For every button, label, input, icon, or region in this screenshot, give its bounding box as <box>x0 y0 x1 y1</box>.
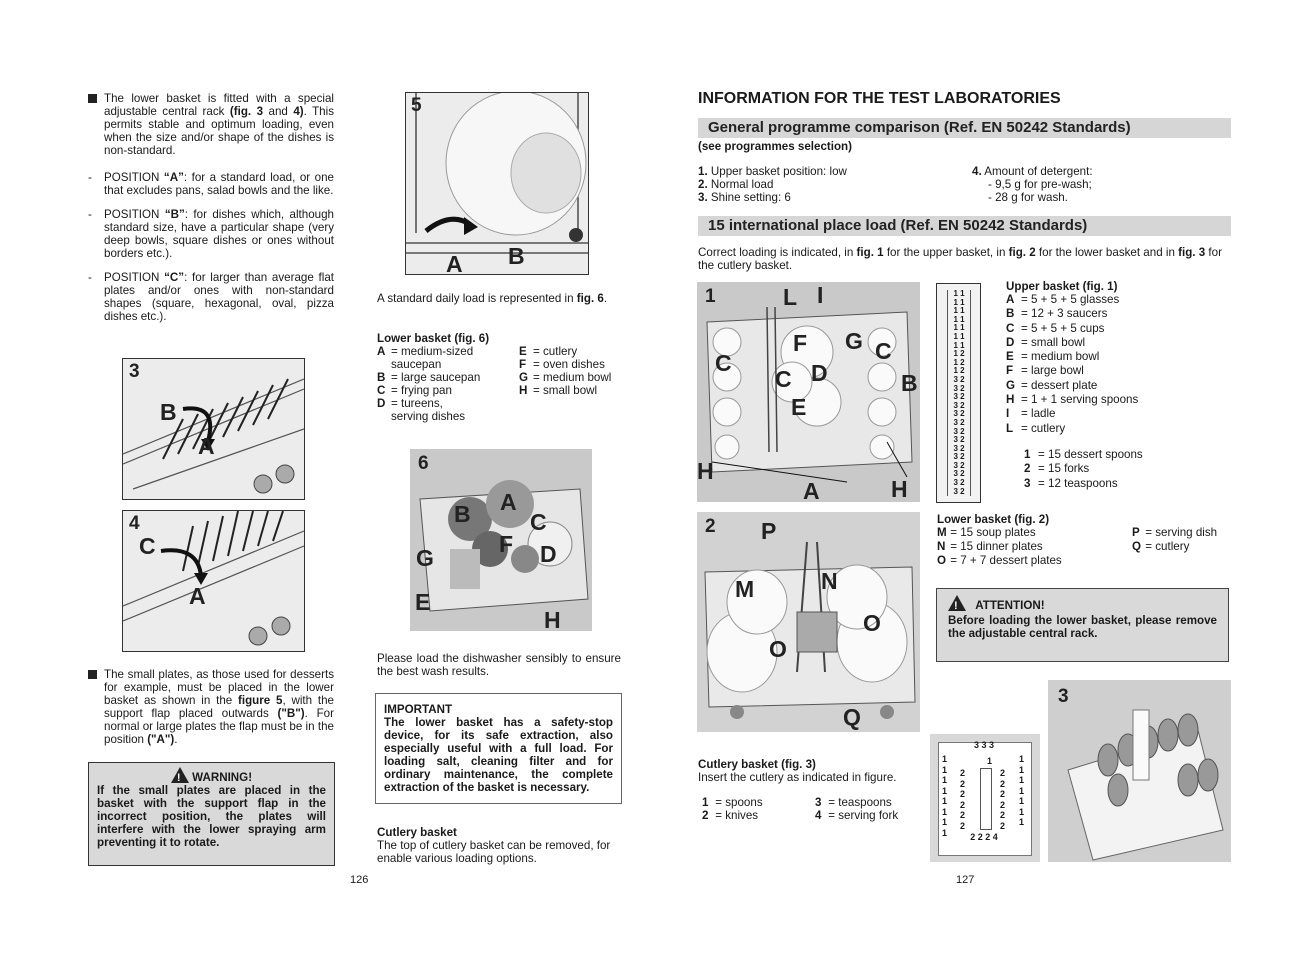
legend-items <box>1006 293 1236 436</box>
grid-cell: 1 <box>942 754 948 764</box>
important-body: The lower basket has a safety-stop device, for its safe extraction, also especially useful with a full load. For loading salt, cleaning filter and for ordinary maintenance, the complete extraction of the basket is necessary. <box>384 716 613 794</box>
grid-col-2 <box>960 768 965 831</box>
cutlery-rack-strip <box>936 283 981 503</box>
rack-strip-row: 3 2 <box>953 486 965 496</box>
lower-basket-fig2-legend <box>937 513 1237 568</box>
rack-illustration <box>123 511 304 651</box>
legend-item: B = 12 + 3 saucers <box>1006 307 1108 321</box>
figure-label-g: G <box>845 328 863 354</box>
grid-bottom-numbers: 2 2 2 4 <box>970 832 998 842</box>
legend-left-col: A = medium-sized saucepan B = large saucepan C = frying pan D = tureens, serving dishes <box>377 345 481 423</box>
legend-item: C = 5 + 5 + 5 cups <box>1006 321 1105 335</box>
grid-cell: 1 <box>942 827 948 838</box>
rack-strip-row: 1 1 <box>953 297 965 307</box>
bullet-text: The lower basket is fitted with a special adjustable central rack (fig. 3 and 4). This permits stable and optimum loading, even when the size and/or shape of the dishes is non-standard. <box>104 92 334 157</box>
legend-numbered-item: 3 = 12 teaspoons <box>1024 476 1118 490</box>
bullet-adjustable-rack <box>88 92 334 157</box>
figure-label-d: D <box>811 360 828 386</box>
rack-strip-row: 1 1 <box>953 331 965 341</box>
rack-strip-row: 3 2 <box>953 426 965 436</box>
figure-label-c-right: C <box>875 338 892 364</box>
figure-label-h: H <box>544 607 561 631</box>
detergent-amount: 4. Amount of detergent: - 9,5 g for pre-wash; - 28 g for wash. <box>972 165 1093 204</box>
legend-numbered-item: 2 = 15 forks <box>1024 462 1090 476</box>
rack-strip-row: 3 2 <box>953 409 965 419</box>
figure-6-standard-load <box>410 449 592 631</box>
grid-cell: 1 <box>1019 754 1025 764</box>
figure-label-a: A <box>198 433 215 459</box>
legend-item: E = medium bowl <box>1006 350 1100 364</box>
legend-left-col: M = 15 soup plates N = 15 dinner plates O = 7 + 7 dessert plates <box>937 526 1062 567</box>
rack-strip-row: 1 1 <box>953 314 965 324</box>
figure-label-c-left: C <box>715 350 732 376</box>
grid-cell: 1 <box>942 785 948 796</box>
rack-strip-row: 3 2 <box>953 392 965 402</box>
figure-label-f: F <box>499 531 514 557</box>
lower-basket-illustration <box>697 512 920 732</box>
grid-cell: 1 <box>942 796 948 806</box>
grid-cell: 2 <box>960 778 966 789</box>
figure-label-a: A <box>500 489 517 515</box>
cutlery-basket-instruction: Insert the cutlery as indicated in figure. <box>698 771 897 784</box>
rack-strip-row: 1 2 <box>953 357 965 367</box>
legend-right-col: P = serving dish Q = cutlery <box>1132 526 1218 553</box>
warning-triangle-icon <box>948 595 966 611</box>
grid-cell: 1 <box>1019 775 1025 785</box>
test-settings-list: 1. Upper basket position: low 2. Normal load 3. Shine setting: 6 <box>698 165 847 204</box>
lower-basket-fig6-legend <box>377 332 627 423</box>
grid-cell: 2 <box>1000 768 1006 778</box>
rack-strip-row: 3 2 <box>953 460 965 470</box>
figure-3-cutlery-basket <box>1048 680 1231 862</box>
attention-body: Before loading the lower basket, please remove the adjustable central rack. <box>948 614 1217 640</box>
position-list <box>88 171 334 323</box>
see-programmes-note: (see programmes selection) <box>698 140 852 153</box>
position-a-item: - POSITION “A”: for a standard load, or one that excludes pans, salad bowls and the like. <box>88 171 334 197</box>
grid-cell: 2 <box>960 820 966 831</box>
figure-number: 1 <box>705 286 716 307</box>
rack-strip-row: 1 2 <box>953 366 965 376</box>
figure-label-a: A <box>189 583 206 609</box>
legend-item: I = ladle <box>1006 407 1056 421</box>
please-load-text: Please load the dishwasher sensibly to ensure the best wash results. <box>377 652 621 678</box>
figure-label-h-left: H <box>697 458 714 484</box>
grid-col-4 <box>1019 754 1024 828</box>
figure-number: 5 <box>411 95 422 116</box>
legend-right-col: E = cutlery F = oven dishes G = medium bowl H = small bowl <box>519 345 612 397</box>
bullet-text: The small plates, as those used for desserts for example, must be placed in the lower basket as shown in the figure 5, with the support flap placed outwards ("B"). For normal or large plates the flap must be in the position ("A"). <box>104 668 335 746</box>
grid-cell: 2 <box>1000 778 1006 789</box>
figure-label-o-right: O <box>863 610 881 636</box>
legend-title: Lower basket (fig. 6) <box>377 332 490 345</box>
bullet-small-plates <box>88 668 334 746</box>
important-box <box>375 693 622 804</box>
rack-strip-row: 1 1 <box>953 323 965 333</box>
legend-item: G = dessert plate <box>1006 378 1098 392</box>
upper-basket-legend <box>1006 280 1236 491</box>
bullet-square-icon <box>88 670 97 679</box>
grid-cell: 2 <box>960 768 966 778</box>
figure-label-f: F <box>793 330 808 356</box>
figure-5-small-plates <box>405 92 589 275</box>
plates-illustration <box>406 93 588 274</box>
rack-strip-row: 3 2 <box>953 452 965 462</box>
position-b-item: - POSITION “B”: for dishes which, although standard size, have a particular shape (very deep bowls, square dishes or ones without borders etc.). <box>88 208 335 260</box>
standard-load-text: A standard daily load is represented in fig. 6. <box>377 292 608 305</box>
grid-cell: 1 <box>1019 806 1025 817</box>
legend-title: Lower basket (fig. 2) <box>937 513 1050 526</box>
figure-label-b: B <box>508 243 525 269</box>
grid-col-1 <box>942 754 947 838</box>
grid-cell: 1 <box>1019 817 1025 827</box>
attention-title-row <box>948 595 1217 614</box>
grid-cell: 2 <box>1000 820 1006 831</box>
grid-cell: 1 <box>1019 785 1025 796</box>
grid-cell: 1 <box>1019 764 1025 775</box>
attention-box <box>936 588 1229 662</box>
legend-item: F = large bowl <box>1006 364 1084 378</box>
figure-2-lower-basket <box>697 512 920 732</box>
rack-strip-row: 1 1 <box>953 289 965 298</box>
section-bar-place-load: 15 international place load (Ref. EN 50242 Standards) <box>698 216 1231 236</box>
cutlery-basket-note <box>377 826 627 865</box>
cutlery-basket-fig3-legend <box>698 758 914 822</box>
figure-label-o-left: O <box>769 636 787 662</box>
warning-triangle-icon <box>171 767 189 783</box>
grid-cell: 2 <box>960 810 966 820</box>
figure-number: 3 <box>1058 686 1069 707</box>
rack-strip-row: 3 2 <box>953 417 965 427</box>
rack-strip-row: 3 2 <box>953 469 965 479</box>
figure-label-q: Q <box>843 704 861 730</box>
figure-label-b: B <box>160 399 177 425</box>
page-number-126: 126 <box>350 874 369 886</box>
section-bar-programme-comparison: General programme comparison (Ref. EN 50242 Standards) <box>698 118 1231 138</box>
correct-loading-text: Correct loading is indicated, in fig. 1 for the upper basket, in fig. 2 for the lower basket and in fig. 3 for the cutlery basket. <box>698 246 1222 272</box>
page-number-127: 127 <box>956 874 975 886</box>
grid-cell: 1 <box>1019 796 1025 806</box>
figure-label-d: D <box>540 541 557 567</box>
position-c-item: - POSITION “C”: for larger than average flat plates and/or ones with non-standard shapes (square, hexagonal, oval, pizza dishes etc.). <box>88 271 334 323</box>
cutlery-basket-body: The top of cutlery basket can be removed, for enable various loading options. <box>377 839 611 865</box>
figure-4-rack-position-c <box>122 510 305 652</box>
grid-top-numbers: 3 3 3 <box>973 740 995 750</box>
legend-title: Upper basket (fig. 1) <box>1006 280 1118 293</box>
grid-cell: 2 <box>1000 799 1006 810</box>
legend-item: L = cutlery <box>1006 421 1066 435</box>
grid-cell: 2 <box>1000 789 1006 799</box>
figure-label-c: C <box>139 533 156 559</box>
warning-title: WARNING! <box>192 771 253 784</box>
figure-label-i: I <box>817 282 824 308</box>
figure-label-b: B <box>454 501 471 527</box>
rack-illustration <box>123 359 304 499</box>
figure-label-a: A <box>446 251 463 275</box>
cutlery-basket-illustration <box>1048 680 1231 862</box>
figure-number: 4 <box>129 513 140 534</box>
rack-strip-row: 1 1 <box>953 340 965 350</box>
grid-cell: 1 <box>942 806 948 817</box>
figure-label-l: L <box>783 284 798 310</box>
bullet-square-icon <box>88 94 97 103</box>
figure-number: 6 <box>418 453 429 474</box>
rack-strip-row: 1 2 <box>953 349 965 359</box>
figure-label-b: B <box>901 370 918 396</box>
figure-label-c-center: C <box>775 366 792 392</box>
grid-cell: 2 <box>960 789 966 799</box>
warning-box <box>88 762 335 866</box>
grid-top-right-number: 1 <box>987 756 993 766</box>
figure-label-e: E <box>415 589 431 615</box>
rack-strip-row: 3 2 <box>953 435 965 445</box>
legend-item: A = 5 + 5 + 5 glasses <box>1006 293 1120 306</box>
legend-numbered-items <box>1024 448 1236 491</box>
figure-1-upper-basket <box>697 282 920 502</box>
figure-label-n: N <box>821 568 838 594</box>
legend-title: Cutlery basket (fig. 3) <box>698 758 816 771</box>
legend-right-col: 3 = teaspoons 4 = serving fork <box>815 795 899 822</box>
rack-strip-row: 3 2 <box>953 443 965 453</box>
cutlery-basket-title: Cutlery basket <box>377 826 457 839</box>
upper-basket-illustration <box>697 282 920 502</box>
figure-number: 3 <box>129 361 140 382</box>
grid-cell: 1 <box>942 764 948 775</box>
rack-strip-row: 3 2 <box>953 383 965 393</box>
grid-cell: 1 <box>942 817 948 827</box>
figure-label-a: A <box>803 478 820 502</box>
figure-label-h-right: H <box>891 476 908 502</box>
rack-strip-row: 3 2 <box>953 400 965 410</box>
figure-label-e: E <box>791 394 807 420</box>
page-heading: INFORMATION FOR THE TEST LABORATORIES <box>698 90 1061 107</box>
legend-left-col: 1 = spoons 2 = knives <box>702 795 763 822</box>
grid-cell: 2 <box>960 799 966 810</box>
figure-3-rack-position-b <box>122 358 305 500</box>
rack-strip-row: 3 2 <box>953 374 965 384</box>
legend-item: H = 1 + 1 serving spoons <box>1006 393 1139 407</box>
grid-col-3 <box>1000 768 1005 831</box>
grid-center-slot <box>980 768 992 830</box>
figure-number: 2 <box>705 516 716 537</box>
attention-title: ATTENTION! <box>975 599 1045 612</box>
warning-body: If the small plates are placed in the basket with the support flap in the incorrect position, the plates will interfere with the lower spraying arm preventing it to rotate. <box>97 784 326 849</box>
figure-label-m: M <box>735 576 755 602</box>
important-title: IMPORTANT <box>384 703 453 716</box>
rack-strip-row: 1 1 <box>953 306 965 316</box>
figure-label-p: P <box>761 518 777 544</box>
legend-numbered-item: 1 = 15 dessert spoons <box>1024 447 1143 461</box>
legend-item: D = small bowl <box>1006 335 1086 349</box>
cutlery-basket-grid-diagram <box>930 734 1040 862</box>
rack-strip-numbers <box>947 290 971 496</box>
rack-strip-row: 3 2 <box>953 478 965 488</box>
grid-cell: 2 <box>1000 810 1006 820</box>
figure-label-g: G <box>416 545 434 571</box>
grid-cell: 1 <box>942 775 948 785</box>
figure-label-c: C <box>530 509 547 535</box>
